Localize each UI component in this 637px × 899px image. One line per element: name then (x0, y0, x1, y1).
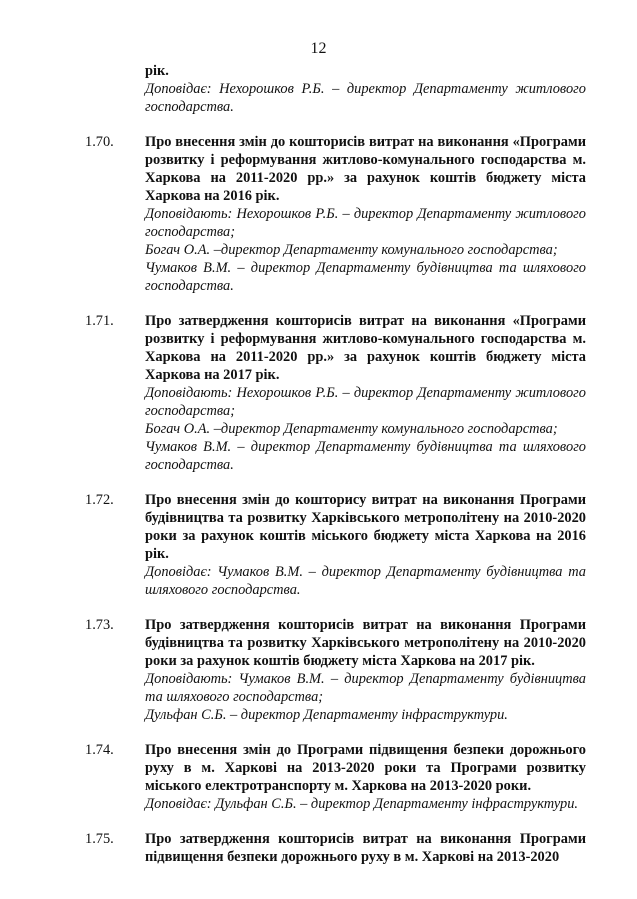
item-number: 1.71. (85, 313, 114, 329)
speaker-line: Доповідає: Чумаков В.М. – директор Департаменту будівництва та шляхового господарства. (145, 564, 586, 598)
item-number: 1.70. (85, 134, 114, 150)
agenda-item (85, 133, 586, 295)
agenda-item (85, 312, 586, 474)
item-number: 1.74. (85, 742, 114, 758)
speaker-line: Доповідають: Нехорошков Р.Б. – директор Департаменту житлового господарства; (145, 206, 586, 240)
speaker-line: Доповідають: Нехорошков Р.Б. – директор Департаменту житлового господарства; (145, 385, 586, 419)
item-title: Про затвердження кошторисів витрат на виконання Програми підвищення безпеки дорожнього руху в м. Харкові на 2013-2020 (145, 831, 586, 865)
item-title: рік. (145, 63, 169, 79)
speaker-line: Богач О.А. –директор Департаменту комунального господарства; (145, 421, 558, 437)
item-number: 1.75. (85, 831, 114, 847)
speaker-line: Доповідають: Чумаков В.М. – директор Департаменту будівництва та шляхового господарства; (145, 671, 586, 705)
item-title: Про затвердження кошторисів витрат на виконання Програми будівництва та розвитку Харківського метрополітену на 2010-2020 роки за рахунок коштів бюджету міста Харкова на 2017 рік. (145, 617, 586, 669)
item-title: Про внесення змін до Програми підвищення безпеки дорожнього руху в м. Харкові на 2013-2020 роки та Програми розвитку міського електротранспорту м. Харкова на 2013-2020 роки. (145, 742, 586, 794)
speaker-line: Доповідає: Нехорошков Р.Б. – директор Департаменту житлового господарства. (145, 81, 586, 115)
item-title: Про затвердження кошторисів витрат на виконання «Програми розвитку і реформування житлово-комунального господарства м. Харкова на 2011-2020 рр.» за рахунок коштів бюджету міста Харкова на 2017 рік. (145, 313, 586, 383)
speaker-line: Чумаков В.М. – директор Департаменту будівництва та шляхового господарства. (145, 260, 586, 294)
speaker-line: Доповідає: Дульфан С.Б. – директор Департаменту інфраструктури. (145, 796, 579, 812)
item-title: Про внесення змін до кошторисів витрат на виконання «Програми розвитку і реформування житлово-комунального господарства м. Харкова на 2011-2020 рр.» за рахунок коштів бюджету міста Харкова на 2016 рік. (145, 134, 586, 204)
agenda-item (85, 491, 586, 599)
page-number: 12 (310, 40, 327, 57)
item-number: 1.72. (85, 492, 114, 508)
item-title: Про внесення змін до кошторису витрат на виконання Програми будівництва та розвитку Харківського метрополітену на 2010-2020 роки за рахунок коштів міського бюджету міста Харкова на 2016 рік. (145, 492, 586, 562)
agenda-item-continuation (145, 62, 586, 116)
speaker-line: Богач О.А. –директор Департаменту комунального господарства; (145, 242, 558, 258)
speaker-line: Дульфан С.Б. – директор Департаменту інфраструктури. (145, 707, 508, 723)
agenda-content (85, 62, 586, 866)
item-number: 1.73. (85, 617, 114, 633)
agenda-item (85, 616, 586, 724)
agenda-item (85, 741, 586, 813)
agenda-item (85, 830, 586, 866)
speaker-line: Чумаков В.М. – директор Департаменту будівництва та шляхового господарства. (145, 439, 586, 473)
